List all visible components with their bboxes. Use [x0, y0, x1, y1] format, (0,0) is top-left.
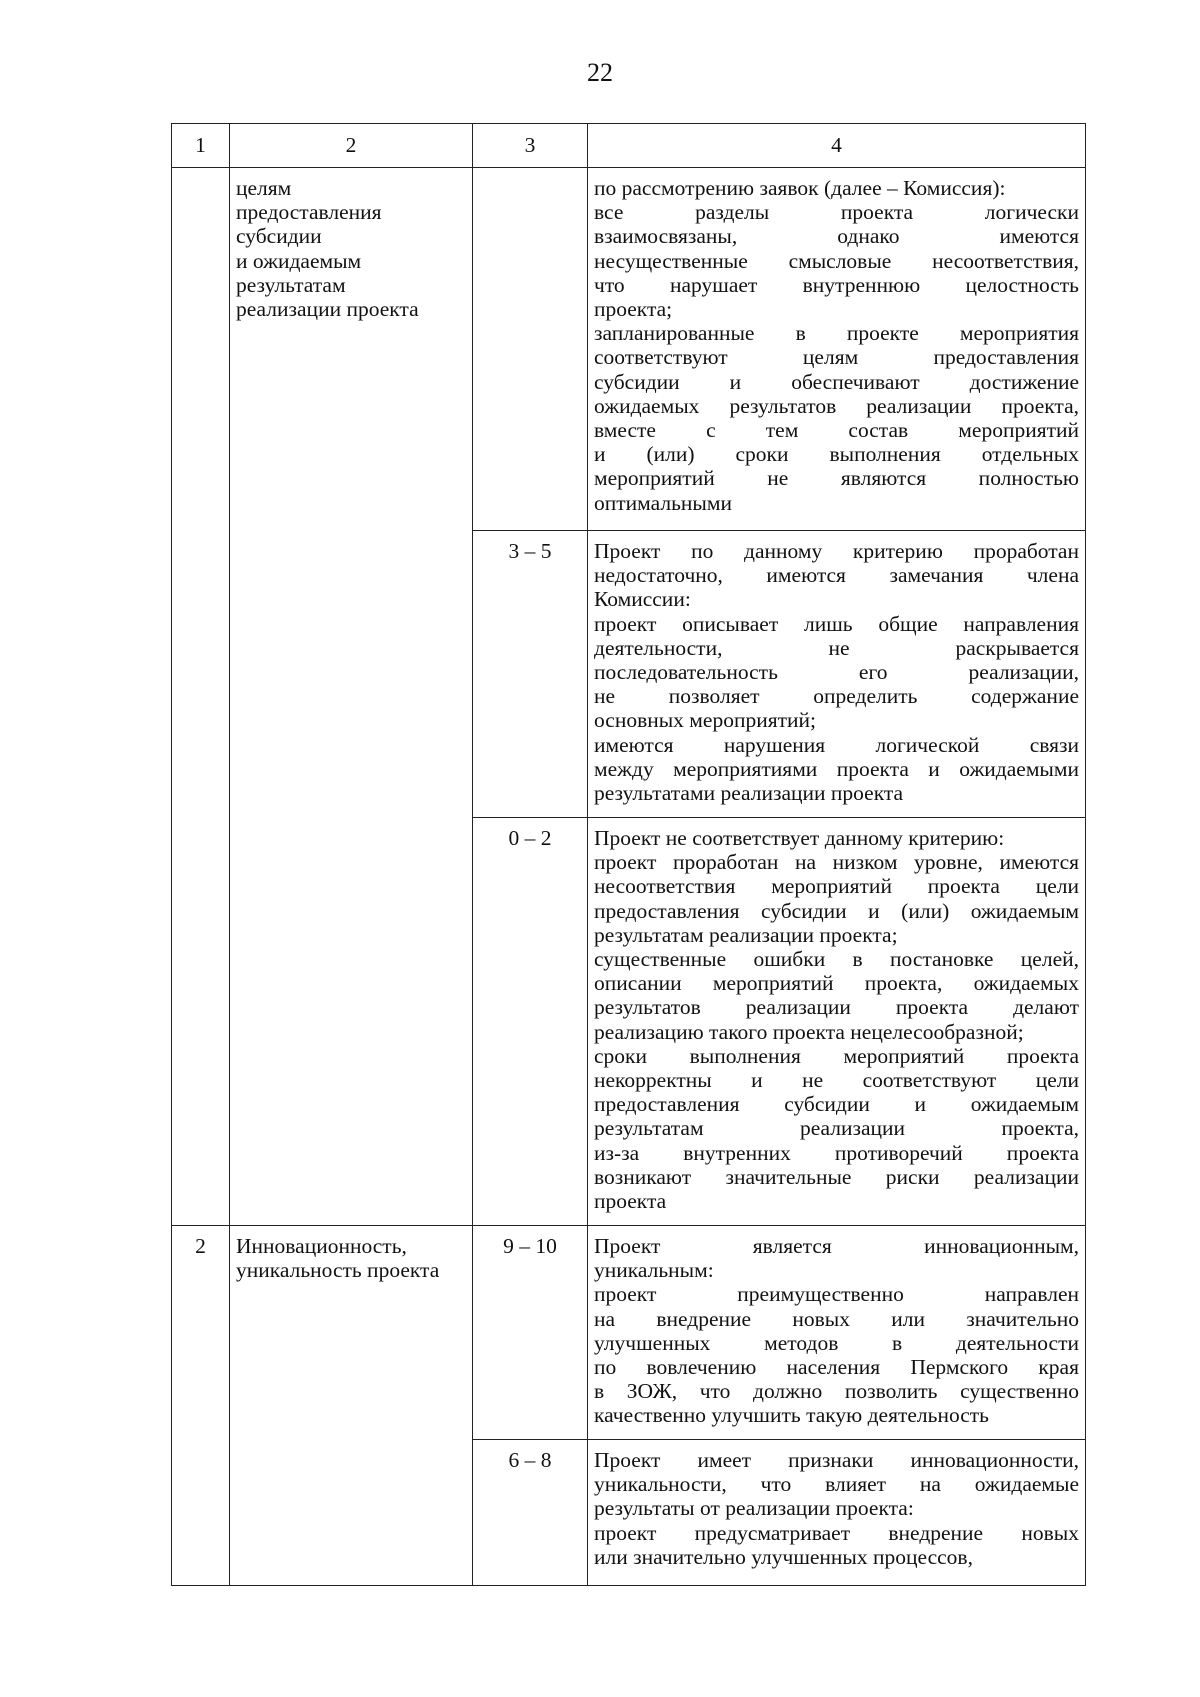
description-line: взаимосвязаны, однако имеются	[594, 224, 1079, 249]
description-line: проект описывает лишь общие направления	[594, 611, 1079, 636]
description-line: по рассмотрению заявок (далее – Комиссия):	[594, 176, 1006, 200]
criterion-line: предоставления	[236, 200, 382, 225]
criterion-line: целям	[236, 176, 292, 200]
description-line: проект предусматривает внедрение новых	[594, 1520, 1079, 1545]
description-line: существенные ошибки в постановке целей,	[594, 947, 1079, 972]
row2-description-1	[588, 1226, 1086, 1440]
description-line: Проект не соответствует данному критерию:	[594, 826, 1005, 850]
description-line: результаты от реализации проекта:	[594, 1496, 914, 1521]
description-line: на внедрение новых или значительно	[594, 1306, 1079, 1331]
description-line: реализацию такого проекта нецелесообразной;	[594, 1019, 1024, 1044]
description-line: вместе с тем состав мероприятий	[594, 418, 1079, 443]
description-line: недостаточно, имеются замечания члена	[594, 563, 1079, 588]
description-line: Проект является инновационным,	[594, 1234, 1079, 1258]
table-row	[172, 168, 1086, 531]
description-line: по вовлечению населения Пермского края	[594, 1355, 1079, 1380]
description-line: описании мероприятий проекта, ожидаемых	[594, 971, 1079, 996]
description-line: проекта;	[594, 297, 673, 322]
description-line: соответствуют целям предоставления	[594, 345, 1079, 370]
header-col-2: 2	[230, 124, 473, 168]
row2-number: 2	[172, 1226, 230, 1586]
criterion-line: результатам	[236, 272, 346, 297]
row1-score-2: 3 – 5	[473, 531, 588, 818]
row2-description-2	[588, 1440, 1086, 1586]
description-line: несущественные смысловые несоответствия,	[594, 248, 1079, 273]
description-line: Комиссии:	[594, 587, 691, 612]
description-line: все разделы проекта логически	[594, 200, 1079, 225]
header-col-1: 1	[172, 124, 230, 168]
criterion-line: уникальность проекта	[236, 1258, 440, 1283]
description-line: оптимальными	[594, 490, 732, 515]
header-col-3: 3	[473, 124, 588, 168]
description-line: результатов реализации проекта делают	[594, 995, 1079, 1020]
description-line: запланированные в проекте мероприятия	[594, 321, 1079, 346]
description-line: деятельности, не раскрывается	[594, 635, 1079, 660]
page-number: 22	[587, 58, 613, 87]
description-line: некорректны и не соответствуют цели	[594, 1068, 1079, 1093]
row1-score-3: 0 – 2	[473, 818, 588, 1226]
description-line: между мероприятиями проекта и ожидаемыми	[594, 756, 1079, 781]
description-line: в ЗОЖ, что должно позволить существенно	[594, 1379, 1079, 1404]
row2-score-1: 9 – 10	[473, 1226, 588, 1440]
description-line: имеются нарушения логической связи	[594, 732, 1079, 757]
row1-score-1	[473, 168, 588, 531]
description-line: или значительно улучшенных процессов,	[594, 1544, 973, 1569]
description-line: результатам реализации проекта;	[594, 922, 898, 947]
description-line: несоответствия мероприятий проекта цели	[594, 874, 1079, 899]
criterion-line: и ожидаемым	[236, 248, 362, 273]
row1-description-1	[588, 168, 1086, 531]
row1-description-3	[588, 818, 1086, 1226]
criterion-line: реализации проекта	[236, 297, 419, 322]
description-line: предоставления субсидии и ожидаемым	[594, 1092, 1079, 1117]
description-line: уникальным:	[594, 1258, 714, 1283]
row1-number	[172, 168, 230, 1226]
description-line: последовательность его реализации,	[594, 660, 1079, 685]
description-line: мероприятий не являются полностью	[594, 466, 1079, 491]
criterion-line: субсидии	[236, 224, 322, 249]
description-line: из-за внутренних противоречий проекта	[594, 1140, 1079, 1165]
description-line: основных мероприятий;	[594, 708, 816, 733]
description-line: результатам реализации проекта,	[594, 1116, 1079, 1141]
description-line: что нарушает внутреннюю целостность	[594, 272, 1079, 297]
description-line: субсидии и обеспечивают достижение	[594, 369, 1079, 394]
description-line: проект проработан на низком уровне, имеются	[594, 850, 1079, 875]
description-line: предоставления субсидии и (или) ожидаемым	[594, 898, 1079, 923]
row2-score-2: 6 – 8	[473, 1440, 588, 1586]
row1-description-2	[588, 531, 1086, 818]
description-line: Проект по данному критерию проработан	[594, 539, 1079, 563]
description-line: не позволяет определить содержание	[594, 684, 1079, 709]
description-line: сроки выполнения мероприятий проекта	[594, 1043, 1079, 1068]
table-row	[172, 1226, 1086, 1440]
description-line: результатами реализации проекта	[594, 781, 904, 806]
description-line: Проект имеет признаки инновационности,	[594, 1448, 1079, 1472]
description-line: качественно улучшить такую деятельность	[594, 1403, 989, 1428]
header-col-4: 4	[588, 124, 1086, 168]
description-line: улучшенных методов в деятельности	[594, 1330, 1079, 1355]
table-header-row	[172, 124, 1086, 168]
description-line: уникальности, что влияет на ожидаемые	[594, 1472, 1079, 1497]
description-line: ожидаемых результатов реализации проекта,	[594, 393, 1079, 418]
description-line: возникают значительные риски реализации	[594, 1164, 1079, 1189]
description-line: и (или) сроки выполнения отдельных	[594, 442, 1079, 467]
criterion-line: Инновационность,	[236, 1234, 407, 1258]
row2-criterion	[230, 1226, 473, 1586]
row1-criterion	[230, 168, 473, 1226]
description-line: проект преимущественно направлен	[594, 1282, 1079, 1307]
criteria-table	[171, 123, 1086, 1586]
description-line: проекта	[594, 1189, 667, 1214]
